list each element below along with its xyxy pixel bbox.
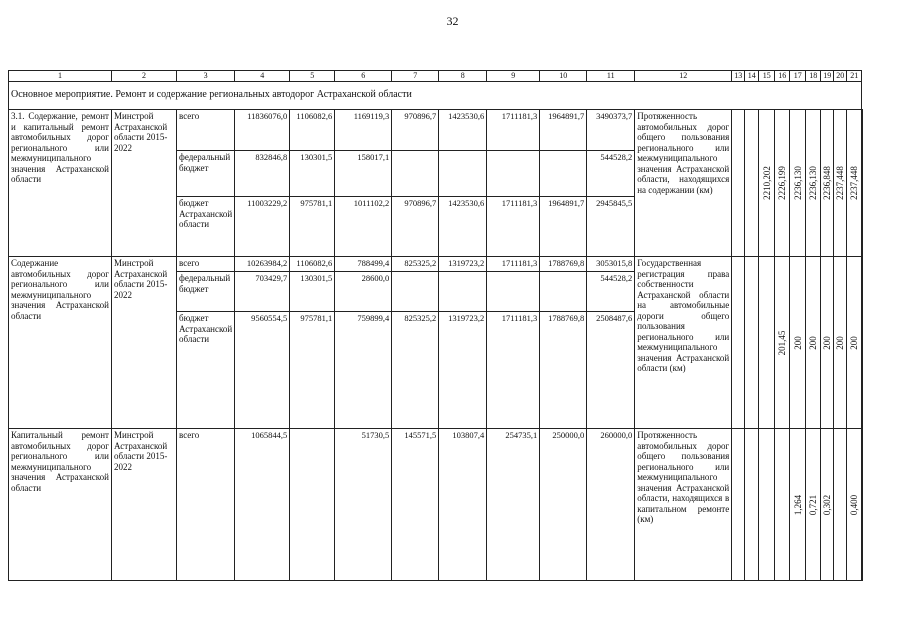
column-number: 19 — [821, 71, 834, 82]
column-number: 5 — [290, 71, 335, 82]
column-number: 18 — [806, 71, 821, 82]
target-cell — [732, 257, 745, 429]
target-value: 0,400 — [848, 494, 859, 515]
target-cell — [732, 110, 745, 257]
target-value: 2236,848 — [821, 166, 832, 200]
table-row — [9, 110, 863, 151]
amount-cell: 1711181,3 — [487, 312, 540, 429]
amount-cell: 1169119,3 — [335, 110, 392, 151]
table-body — [9, 71, 863, 581]
target-cell — [790, 429, 806, 581]
target-value: 2237,448 — [848, 166, 859, 200]
target-value: 2237,448 — [834, 166, 845, 200]
column-number: 9 — [487, 71, 540, 82]
target-cell — [806, 429, 821, 581]
amount-cell: 1711181,3 — [487, 197, 540, 257]
target-cell — [821, 429, 834, 581]
funding-source: бюджет Астраханской области — [177, 197, 235, 257]
amount-cell: 970896,7 — [392, 110, 439, 151]
amount-cell: 130301,5 — [290, 272, 335, 312]
amount-cell — [392, 272, 439, 312]
target-value — [862, 166, 863, 200]
amount-cell: 1788769,8 — [540, 312, 587, 429]
executor: Минстрой Астраханской области 2015-2022 — [112, 257, 177, 429]
amount-cell: 1011102,2 — [335, 197, 392, 257]
amount-cell — [439, 151, 487, 197]
amount-cell: 103807,4 — [439, 429, 487, 581]
amount-cell: 250000,0 — [540, 429, 587, 581]
amount-cell: 158017,1 — [335, 151, 392, 197]
amount-cell: 1711181,3 — [487, 257, 540, 272]
target-cell — [759, 429, 775, 581]
amount-cell — [487, 151, 540, 197]
table-row — [9, 429, 863, 581]
page-number: 32 — [446, 14, 459, 28]
section-title: Основное мероприятие. Ремонт и содержание региональных автодорог Астраханской области — [9, 82, 862, 110]
section-row — [9, 82, 863, 110]
target-cell — [821, 257, 834, 429]
amount-cell: 544528,2 — [587, 151, 635, 197]
executor: Минстрой Астраханской области 2015-2022 — [112, 110, 177, 257]
activity-name: Капитальный ремонт автомобильных дорог регионального или межмуниципального значения Астраханской области — [9, 429, 112, 581]
indicator: Протяженность автомобильных дорог общего пользования регионального или межмуниципального значения Астраханской области, находящихся на содержании (км) — [635, 110, 732, 257]
amount-cell: 10263984,2 — [235, 257, 290, 272]
target-cell — [775, 429, 790, 581]
amount-cell — [439, 272, 487, 312]
column-number: 10 — [540, 71, 587, 82]
table-row — [9, 257, 863, 272]
column-number: 2 — [112, 71, 177, 82]
target-cell — [732, 429, 745, 581]
executor: Минстрой Астраханской области 2015-2022 — [112, 429, 177, 581]
target-cell — [862, 257, 863, 429]
amount-cell: 2508487,6 — [587, 312, 635, 429]
amount-cell: 975781,1 — [290, 197, 335, 257]
target-cell — [847, 257, 862, 429]
column-number: 7 — [392, 71, 439, 82]
column-number: 11 — [587, 71, 635, 82]
target-cell — [847, 110, 862, 257]
column-number: 13 — [732, 71, 745, 82]
target-cell — [759, 110, 775, 257]
target-value: 2226,199 — [776, 166, 787, 200]
amount-cell: 970896,7 — [392, 197, 439, 257]
amount-cell: 1788769,8 — [540, 257, 587, 272]
amount-cell: 9560554,5 — [235, 312, 290, 429]
amount-cell: 28600,0 — [335, 272, 392, 312]
column-number: 12 — [635, 71, 732, 82]
column-number: 3 — [177, 71, 235, 82]
amount-cell: 1711181,3 — [487, 110, 540, 151]
funding-source: всего — [177, 429, 235, 581]
target-cell — [834, 429, 847, 581]
indicator: Государственная регистрация права собственности Астраханской области на автомобильные дороги общего пользования регионального или межмуниципального значения Астраханской области (км) — [635, 257, 732, 429]
funding-source: всего — [177, 110, 235, 151]
amount-cell: 544528,2 — [587, 272, 635, 312]
amount-cell — [392, 151, 439, 197]
amount-cell — [290, 429, 335, 581]
amount-cell: 1106082,6 — [290, 110, 335, 151]
target-cell — [790, 257, 806, 429]
amount-cell: 825325,2 — [392, 312, 439, 429]
activity-name: Содержание автомобильных дорог регионального или межмуниципального значения Астраханской области — [9, 257, 112, 429]
target-value — [862, 336, 863, 350]
amount-cell: 1065844,5 — [235, 429, 290, 581]
target-value: 200 — [848, 335, 859, 350]
program-table — [8, 70, 863, 581]
target-cell — [775, 110, 790, 257]
funding-source: всего — [177, 257, 235, 272]
target-cell — [862, 110, 863, 257]
amount-cell: 260000,0 — [587, 429, 635, 581]
funding-source: федеральный бюджет — [177, 272, 235, 312]
amount-cell: 825325,2 — [392, 257, 439, 272]
target-value: 2210,202 — [761, 166, 772, 200]
activity-name: 3.1. Содержание, ремонт и капитальный ремонт автомобильных дорог регионального или межмуниципального значения Астраханской области — [9, 110, 112, 257]
column-number: 21 — [847, 71, 862, 82]
target-value: 200 — [807, 335, 818, 350]
target-cell — [745, 257, 759, 429]
target-cell — [834, 110, 847, 257]
column-number: 14 — [745, 71, 759, 82]
column-number: 17 — [790, 71, 806, 82]
indicator: Протяженность автомобильных дорог общего пользования регионального или межмуниципального значения Астраханской области, находящихся в капитальном ремонте (км) — [635, 429, 732, 581]
funding-source: бюджет Астраханской области — [177, 312, 235, 429]
amount-cell: 51730,5 — [335, 429, 392, 581]
amount-cell: 1964891,7 — [540, 197, 587, 257]
target-cell — [745, 429, 759, 581]
amount-cell: 1964891,7 — [540, 110, 587, 151]
amount-cell: 11836076,0 — [235, 110, 290, 151]
target-value: 2236,130 — [792, 166, 803, 200]
target-cell — [806, 257, 821, 429]
funding-source: федеральный бюджет — [177, 151, 235, 197]
column-number: 1 — [9, 71, 112, 82]
amount-cell: 145571,5 — [392, 429, 439, 581]
amount-cell: 788499,4 — [335, 257, 392, 272]
amount-cell: 11003229,2 — [235, 197, 290, 257]
target-value — [862, 494, 863, 514]
target-value: 200 — [792, 335, 803, 350]
amount-cell: 832846,8 — [235, 151, 290, 197]
target-value: 201,45 — [776, 330, 787, 355]
target-cell — [790, 110, 806, 257]
amount-cell — [487, 272, 540, 312]
amount-cell: 1106082,6 — [290, 257, 335, 272]
target-cell — [775, 257, 790, 429]
column-number-row — [9, 71, 863, 82]
target-cell — [847, 429, 862, 581]
column-number: 15 — [759, 71, 775, 82]
target-cell — [759, 257, 775, 429]
amount-cell: 130301,5 — [290, 151, 335, 197]
column-number: 20 — [834, 71, 847, 82]
amount-cell: 254735,1 — [487, 429, 540, 581]
amount-cell: 1319723,2 — [439, 312, 487, 429]
column-number: 4 — [235, 71, 290, 82]
target-cell — [821, 110, 834, 257]
target-value: 0,721 — [807, 494, 818, 515]
amount-cell — [540, 272, 587, 312]
target-cell — [806, 110, 821, 257]
target-value: 2236,130 — [807, 166, 818, 200]
amount-cell — [540, 151, 587, 197]
amount-cell: 1423530,6 — [439, 197, 487, 257]
amount-cell: 3053015,8 — [587, 257, 635, 272]
amount-cell: 1319723,2 — [439, 257, 487, 272]
amount-cell: 703429,7 — [235, 272, 290, 312]
amount-cell: 2945845,5 — [587, 197, 635, 257]
column-number: 8 — [439, 71, 487, 82]
target-value: 200 — [821, 335, 832, 350]
target-cell — [745, 110, 759, 257]
column-number: 16 — [775, 71, 790, 82]
amount-cell: 975781,1 — [290, 312, 335, 429]
target-cell — [862, 429, 863, 581]
amount-cell: 3490373,7 — [587, 110, 635, 151]
amount-cell: 1423530,6 — [439, 110, 487, 151]
target-value: 1,264 — [792, 494, 803, 515]
target-cell — [834, 257, 847, 429]
amount-cell: 759899,4 — [335, 312, 392, 429]
target-value: 0,302 — [821, 494, 832, 515]
column-number: 6 — [335, 71, 392, 82]
target-value: 200 — [834, 335, 845, 350]
